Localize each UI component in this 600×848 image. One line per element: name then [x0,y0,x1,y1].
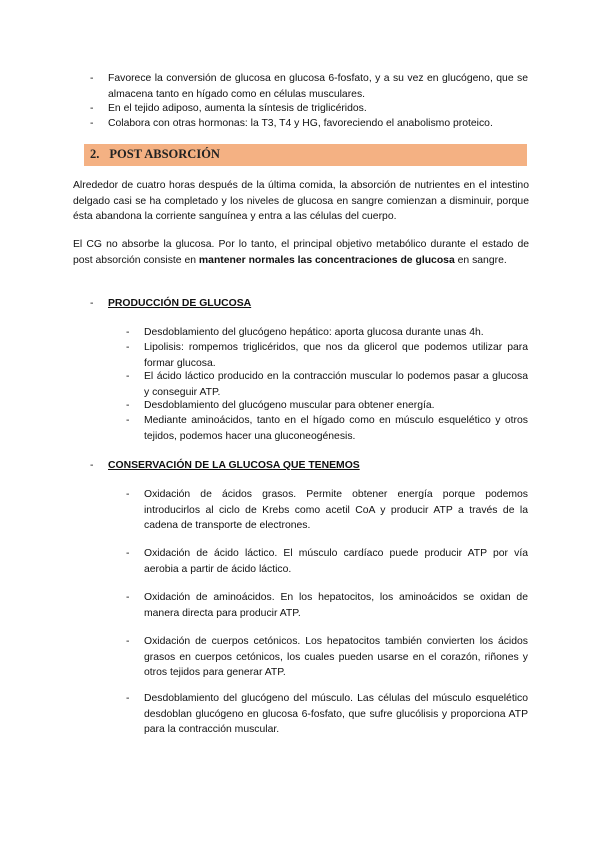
paragraph-2-bold: mantener normales las concentraciones de glucosa [198,254,455,266]
paragraph-2 [73,237,529,268]
section-number: 2. [90,147,100,161]
produccion-item-1: Desdoblamiento del glucógeno hepático: aporta glucosa durante unas 4h. [144,327,484,338]
section-title: POST ABSORCIÓN [109,147,220,161]
bullet-dash: - [90,298,94,309]
bullet-dash: - [126,327,130,338]
top-bullet-2: En el tejido adiposo, aumenta la síntesis de triglicéridos. [108,103,367,114]
bullet-dash: - [126,636,130,647]
conservacion-item-1: Oxidación de ácidos grasos. Permite obtener energía porque podemos introducirlos al ciclo de Krebs como acetil CoA y producir ATP a través de la cadena de transporte de electrones. [144,489,528,531]
produccion-item-3: El ácido láctico producido en la contracción muscular lo podemos pasar a glucosa y conseguir ATP. [144,371,528,398]
paragraph-2-text: El CG no absorbe la glucosa. Por lo tanto, el principal objetivo metabólico durante el estado de post absorción consiste en [73,239,529,266]
bullet-dash: - [126,415,130,426]
top-bullet-3: Colabora con otras hormonas: la T3, T4 y HG, favoreciendo el anabolismo proteico. [108,118,493,129]
subsection-conservacion-title: CONSERVACIÓN DE LA GLUCOSA QUE TENEMOS [108,460,360,471]
top-bullet-1: Favorece la conversión de glucosa en glucosa 6-fosfato, y a su vez en glucógeno, que se almacena tanto en hígado como en células musculares. [108,73,528,100]
bullet-dash: - [90,460,94,471]
bullet-dash: - [90,73,94,84]
produccion-item-2: Lipolisis: rompemos triglicéridos, que nos da glicerol que podemos utilizar para formar glucosa. [144,342,528,369]
produccion-item-5: Mediante aminoácidos, tanto en el hígado como en músculo esquelético y otros tejidos, podemos hacer una gluconeogénesis. [144,415,528,442]
conservacion-item-2: Oxidación de ácido láctico. El músculo cardíaco puede producir ATP por vía aerobia a partir de ácido láctico. [144,548,528,575]
paragraph-2-end: en sangre. [454,254,507,266]
conservacion-item-3: Oxidación de aminoácidos. En los hepatocitos, los aminoácidos se oxidan de manera directa para producir ATP. [144,592,528,619]
bullet-dash: - [126,592,130,603]
bullet-dash: - [90,103,94,114]
bullet-dash: - [126,400,130,411]
subsection-produccion-title: PRODUCCIÓN DE GLUCOSA [108,298,252,309]
bullet-dash: - [126,548,130,559]
conservacion-item-4: Oxidación de cuerpos cetónicos. Los hepatocitos también convierten los ácidos grasos en cuerpos cetónicos, los cuales pueden usarse en el corazón, riñones y otros tejidos para generar ATP. [144,636,528,678]
bullet-dash: - [126,371,130,382]
section-heading-text [90,147,220,162]
paragraph-1: Alrededor de cuatro horas después de la última comida, la absorción de nutrientes en el intestino delgado casi se ha completado y los niveles de glucosa en sangre comienzan a disminuir, porque ésta abandona la corriente sanguínea y entra a las células del cuerpo. [73,180,529,222]
bullet-dash: - [126,693,130,704]
bullet-dash: - [126,489,130,500]
conservacion-item-5: Desdoblamiento del glucógeno del músculo. Las células del músculo esquelético desdoblan glucógeno en glucosa 6-fosfato, que sufre glucólisis y proporciona ATP para la contracción muscular. [144,693,528,735]
bullet-dash: - [90,118,94,129]
produccion-item-4: Desdoblamiento del glucógeno muscular para obtener energía. [144,400,435,411]
section-heading [84,144,527,166]
bullet-dash: - [126,342,130,353]
